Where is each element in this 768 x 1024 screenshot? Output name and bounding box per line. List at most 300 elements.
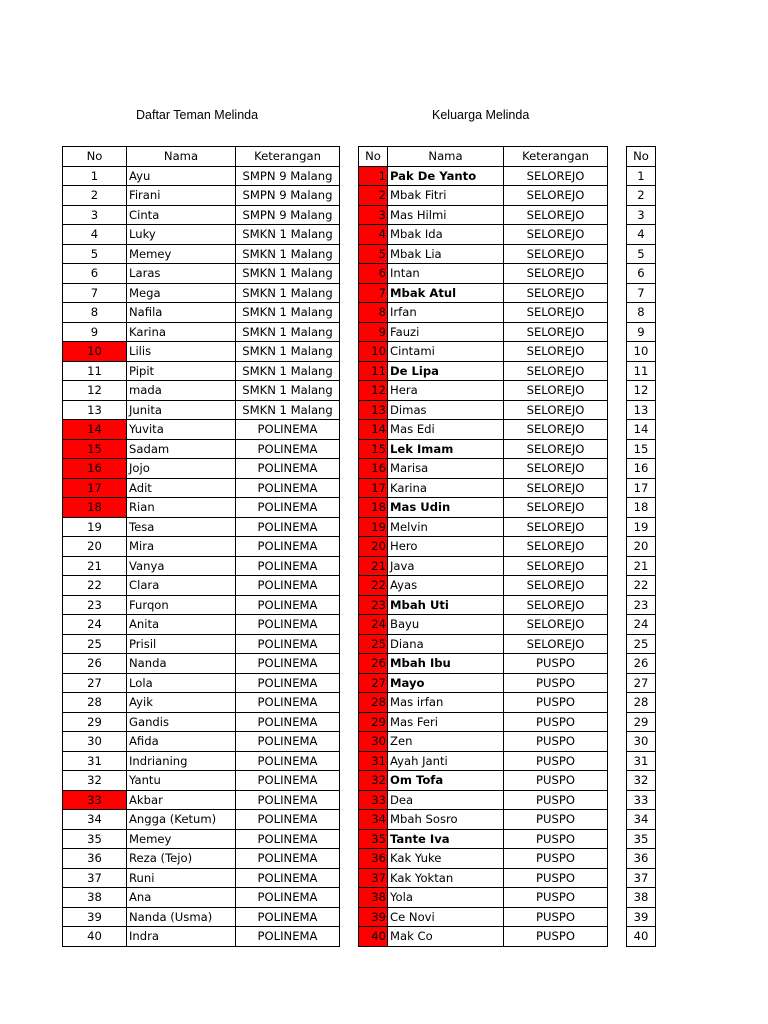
row-description: SELOREJO	[504, 361, 608, 381]
row-description: SMKN 1 Malang	[236, 283, 340, 303]
table-row	[359, 868, 608, 888]
table-row	[627, 790, 656, 810]
table-row	[359, 927, 608, 947]
table-row	[359, 712, 608, 732]
row-number: 13	[359, 400, 388, 420]
row-description: POLINEMA	[236, 673, 340, 693]
row-name: Mbak Lia	[388, 244, 504, 264]
table-row	[63, 654, 340, 674]
row-number: 16	[63, 459, 127, 479]
table-row	[359, 634, 608, 654]
row-number: 2	[627, 186, 656, 206]
row-description: PUSPO	[504, 868, 608, 888]
row-number: 38	[359, 888, 388, 908]
table-row	[359, 810, 608, 830]
table-row	[63, 166, 340, 186]
row-description: SELOREJO	[504, 634, 608, 654]
row-description: POLINEMA	[236, 459, 340, 479]
row-description: SMKN 1 Malang	[236, 225, 340, 245]
table-row	[359, 732, 608, 752]
row-description: SMKN 1 Malang	[236, 264, 340, 284]
row-description: POLINEMA	[236, 498, 340, 518]
row-number: 20	[359, 537, 388, 557]
row-number: 27	[63, 673, 127, 693]
table-row	[63, 927, 340, 947]
table-row	[359, 205, 608, 225]
row-description: SMKN 1 Malang	[236, 244, 340, 264]
row-number: 8	[359, 303, 388, 323]
row-number: 9	[63, 322, 127, 342]
row-name: Laras	[127, 264, 236, 284]
table-row	[627, 751, 656, 771]
table-row	[359, 225, 608, 245]
row-number: 10	[359, 342, 388, 362]
row-number: 8	[627, 303, 656, 323]
row-description: POLINEMA	[236, 712, 340, 732]
row-description: POLINEMA	[236, 751, 340, 771]
row-description: SMKN 1 Malang	[236, 381, 340, 401]
table-row	[63, 517, 340, 537]
row-number: 12	[63, 381, 127, 401]
table-row	[359, 556, 608, 576]
row-name: Mbak Atul	[388, 283, 504, 303]
table-row	[627, 634, 656, 654]
row-description: SELOREJO	[504, 517, 608, 537]
row-number: 26	[627, 654, 656, 674]
row-number: 1	[63, 166, 127, 186]
row-number: 17	[627, 478, 656, 498]
row-number: 22	[627, 576, 656, 596]
friends-table	[62, 146, 340, 947]
row-description: POLINEMA	[236, 615, 340, 635]
row-name: Ayu	[127, 166, 236, 186]
header-no: No	[627, 147, 656, 167]
row-name: Clara	[127, 576, 236, 596]
table-row	[627, 478, 656, 498]
table-row	[627, 712, 656, 732]
row-number: 29	[627, 712, 656, 732]
row-description: POLINEMA	[236, 439, 340, 459]
row-number: 18	[63, 498, 127, 518]
row-name: Prisil	[127, 634, 236, 654]
row-description: POLINEMA	[236, 595, 340, 615]
row-description: SELOREJO	[504, 342, 608, 362]
row-number: 40	[359, 927, 388, 947]
row-description: PUSPO	[504, 888, 608, 908]
table-row	[627, 673, 656, 693]
row-number: 11	[359, 361, 388, 381]
row-name: Tesa	[127, 517, 236, 537]
numbers-header-row	[627, 147, 656, 167]
header-keterangan: Keterangan	[504, 147, 608, 167]
row-description: PUSPO	[504, 829, 608, 849]
row-description: SELOREJO	[504, 205, 608, 225]
row-description: SELOREJO	[504, 283, 608, 303]
row-number: 26	[359, 654, 388, 674]
row-number: 32	[359, 771, 388, 791]
table-row	[627, 576, 656, 596]
table-row	[359, 654, 608, 674]
row-name: Mas Feri	[388, 712, 504, 732]
header-no: No	[63, 147, 127, 167]
row-description: SELOREJO	[504, 264, 608, 284]
row-number: 2	[359, 186, 388, 206]
row-description: PUSPO	[504, 907, 608, 927]
row-description: PUSPO	[504, 673, 608, 693]
row-name: Indra	[127, 927, 236, 947]
table-row	[627, 381, 656, 401]
table-row	[63, 829, 340, 849]
table-row	[63, 556, 340, 576]
row-number: 27	[359, 673, 388, 693]
row-number: 40	[63, 927, 127, 947]
row-name: Kak Yuke	[388, 849, 504, 869]
row-number: 28	[63, 693, 127, 713]
row-number: 6	[359, 264, 388, 284]
table-row	[359, 459, 608, 479]
row-name: Jojo	[127, 459, 236, 479]
row-description: POLINEMA	[236, 868, 340, 888]
row-number: 31	[63, 751, 127, 771]
row-description: SMPN 9 Malang	[236, 186, 340, 206]
row-name: Runi	[127, 868, 236, 888]
header-nama: Nama	[127, 147, 236, 167]
table-row	[63, 459, 340, 479]
table-row	[359, 751, 608, 771]
row-name: Ayah Janti	[388, 751, 504, 771]
row-name: Ce Novi	[388, 907, 504, 927]
row-number: 19	[63, 517, 127, 537]
table-row	[63, 205, 340, 225]
row-description: SELOREJO	[504, 595, 608, 615]
row-number: 30	[627, 732, 656, 752]
table-row	[627, 400, 656, 420]
table-row	[359, 322, 608, 342]
row-name: Cinta	[127, 205, 236, 225]
table-row	[359, 673, 608, 693]
table-row	[359, 166, 608, 186]
table-row	[359, 381, 608, 401]
row-number: 21	[627, 556, 656, 576]
row-name: Nafila	[127, 303, 236, 323]
row-name: Ayik	[127, 693, 236, 713]
row-number: 1	[359, 166, 388, 186]
row-name: Vanya	[127, 556, 236, 576]
row-description: SELOREJO	[504, 420, 608, 440]
table-row	[359, 400, 608, 420]
row-description: PUSPO	[504, 810, 608, 830]
row-description: SMKN 1 Malang	[236, 400, 340, 420]
row-name: Dimas	[388, 400, 504, 420]
row-number: 19	[627, 517, 656, 537]
row-number: 20	[63, 537, 127, 557]
row-name: Cintami	[388, 342, 504, 362]
row-number: 4	[627, 225, 656, 245]
table-row	[627, 907, 656, 927]
row-description: SELOREJO	[504, 537, 608, 557]
table-row	[359, 283, 608, 303]
row-name: Dea	[388, 790, 504, 810]
row-description: SELOREJO	[504, 400, 608, 420]
row-description: SMPN 9 Malang	[236, 166, 340, 186]
row-number: 40	[627, 927, 656, 947]
row-number: 35	[63, 829, 127, 849]
row-name: Mbah Sosro	[388, 810, 504, 830]
table-row	[63, 888, 340, 908]
row-description: POLINEMA	[236, 771, 340, 791]
row-description: POLINEMA	[236, 732, 340, 752]
row-name: Furqon	[127, 595, 236, 615]
table-row	[63, 712, 340, 732]
row-number: 21	[63, 556, 127, 576]
row-description: SELOREJO	[504, 615, 608, 635]
table-row	[359, 420, 608, 440]
table-row	[627, 732, 656, 752]
row-description: POLINEMA	[236, 537, 340, 557]
table-row	[359, 244, 608, 264]
table-row	[63, 751, 340, 771]
table-row	[627, 283, 656, 303]
table-row	[359, 907, 608, 927]
row-description: SMPN 9 Malang	[236, 205, 340, 225]
row-description: POLINEMA	[236, 517, 340, 537]
table-row	[63, 420, 340, 440]
family-table	[358, 146, 608, 947]
row-name: Bayu	[388, 615, 504, 635]
row-number: 9	[627, 322, 656, 342]
table-row	[63, 907, 340, 927]
row-number: 23	[359, 595, 388, 615]
table-row	[627, 166, 656, 186]
table-row	[63, 186, 340, 206]
row-number: 16	[627, 459, 656, 479]
row-number: 38	[63, 888, 127, 908]
row-description: SMKN 1 Malang	[236, 342, 340, 362]
row-name: Karina	[127, 322, 236, 342]
row-name: Pak De Yanto	[388, 166, 504, 186]
table-row	[63, 595, 340, 615]
table-row	[63, 225, 340, 245]
row-number: 24	[627, 615, 656, 635]
row-number: 5	[627, 244, 656, 264]
row-number: 1	[627, 166, 656, 186]
row-number: 24	[359, 615, 388, 635]
table-row	[63, 264, 340, 284]
table-row	[627, 322, 656, 342]
row-number: 3	[63, 205, 127, 225]
row-name: Akbar	[127, 790, 236, 810]
row-name: De Lipa	[388, 361, 504, 381]
row-name: Mak Co	[388, 927, 504, 947]
table-row	[627, 868, 656, 888]
row-name: Mega	[127, 283, 236, 303]
table-row	[63, 342, 340, 362]
row-description: SELOREJO	[504, 322, 608, 342]
row-name: Zen	[388, 732, 504, 752]
row-name: Lilis	[127, 342, 236, 362]
table-row	[627, 498, 656, 518]
table-row	[63, 732, 340, 752]
row-number: 34	[627, 810, 656, 830]
row-name: Nanda	[127, 654, 236, 674]
table-row	[359, 439, 608, 459]
row-number: 14	[359, 420, 388, 440]
row-name: Ayas	[388, 576, 504, 596]
row-description: PUSPO	[504, 790, 608, 810]
table-row	[627, 615, 656, 635]
row-name: Lek Imam	[388, 439, 504, 459]
row-description: SELOREJO	[504, 498, 608, 518]
row-number: 16	[359, 459, 388, 479]
row-number: 2	[63, 186, 127, 206]
row-number: 22	[63, 576, 127, 596]
row-name: Melvin	[388, 517, 504, 537]
row-name: Sadam	[127, 439, 236, 459]
row-number: 23	[627, 595, 656, 615]
row-name: Firani	[127, 186, 236, 206]
row-name: Mas Hilmi	[388, 205, 504, 225]
row-number: 3	[359, 205, 388, 225]
row-number: 28	[359, 693, 388, 713]
row-number: 35	[627, 829, 656, 849]
row-number: 17	[63, 478, 127, 498]
row-description: SELOREJO	[504, 576, 608, 596]
table-row	[627, 303, 656, 323]
row-number: 25	[63, 634, 127, 654]
row-name: Mas Edi	[388, 420, 504, 440]
table-row	[627, 537, 656, 557]
row-name: Mas irfan	[388, 693, 504, 713]
table-row	[63, 673, 340, 693]
row-description: POLINEMA	[236, 693, 340, 713]
row-name: Yola	[388, 888, 504, 908]
row-number: 15	[359, 439, 388, 459]
table-row	[359, 790, 608, 810]
table-row	[627, 556, 656, 576]
row-name: Marisa	[388, 459, 504, 479]
row-description: POLINEMA	[236, 907, 340, 927]
row-number: 15	[627, 439, 656, 459]
table-row	[359, 888, 608, 908]
row-number: 23	[63, 595, 127, 615]
row-name: mada	[127, 381, 236, 401]
row-number: 34	[359, 810, 388, 830]
row-number: 36	[627, 849, 656, 869]
row-name: Intan	[388, 264, 504, 284]
row-number: 10	[63, 342, 127, 362]
row-name: Karina	[388, 478, 504, 498]
row-number: 37	[359, 868, 388, 888]
row-description: SELOREJO	[504, 303, 608, 323]
row-number: 27	[627, 673, 656, 693]
table-row	[627, 342, 656, 362]
row-name: Adit	[127, 478, 236, 498]
table-row	[63, 303, 340, 323]
row-name: Mbah Ibu	[388, 654, 504, 674]
table-row	[627, 186, 656, 206]
row-name: Mas Udin	[388, 498, 504, 518]
row-number: 18	[359, 498, 388, 518]
row-number: 15	[63, 439, 127, 459]
table-row	[359, 829, 608, 849]
table-row	[359, 498, 608, 518]
row-description: SELOREJO	[504, 166, 608, 186]
row-number: 39	[359, 907, 388, 927]
table-row	[627, 693, 656, 713]
table-row	[359, 849, 608, 869]
table-row	[63, 576, 340, 596]
row-number: 33	[627, 790, 656, 810]
row-number: 18	[627, 498, 656, 518]
table-row	[63, 322, 340, 342]
row-number: 32	[63, 771, 127, 791]
row-name: Hero	[388, 537, 504, 557]
table-row	[63, 498, 340, 518]
row-description: SELOREJO	[504, 186, 608, 206]
row-description: PUSPO	[504, 693, 608, 713]
row-number: 5	[359, 244, 388, 264]
row-name: Anita	[127, 615, 236, 635]
table-row	[359, 517, 608, 537]
row-name: Junita	[127, 400, 236, 420]
friends-table-title: Daftar Teman Melinda	[136, 108, 259, 122]
table-row	[359, 186, 608, 206]
row-description: POLINEMA	[236, 829, 340, 849]
row-number: 5	[63, 244, 127, 264]
row-description: POLINEMA	[236, 478, 340, 498]
row-description: SELOREJO	[504, 244, 608, 264]
row-number: 14	[63, 420, 127, 440]
table-row	[627, 888, 656, 908]
table-row	[359, 478, 608, 498]
row-description: POLINEMA	[236, 654, 340, 674]
header-no: No	[359, 147, 388, 167]
row-number: 13	[627, 400, 656, 420]
table-row	[627, 849, 656, 869]
row-number: 33	[359, 790, 388, 810]
table-row	[627, 595, 656, 615]
row-number: 4	[359, 225, 388, 245]
row-description: SELOREJO	[504, 225, 608, 245]
row-description: POLINEMA	[236, 576, 340, 596]
table-row	[63, 810, 340, 830]
table-row	[63, 244, 340, 264]
row-number: 36	[63, 849, 127, 869]
row-number: 20	[627, 537, 656, 557]
table-row	[63, 381, 340, 401]
row-number: 24	[63, 615, 127, 635]
table-row	[627, 225, 656, 245]
table-row	[359, 303, 608, 323]
row-description: POLINEMA	[236, 556, 340, 576]
row-number: 8	[63, 303, 127, 323]
table-row	[359, 537, 608, 557]
row-description: PUSPO	[504, 771, 608, 791]
row-number: 19	[359, 517, 388, 537]
row-number: 6	[627, 264, 656, 284]
row-description: SELOREJO	[504, 478, 608, 498]
table-row	[627, 361, 656, 381]
table-row	[627, 654, 656, 674]
row-number: 29	[359, 712, 388, 732]
family-header-row	[359, 147, 608, 167]
row-number: 36	[359, 849, 388, 869]
table-row	[63, 537, 340, 557]
table-row	[63, 283, 340, 303]
row-name: Pipit	[127, 361, 236, 381]
table-row	[627, 771, 656, 791]
row-description: SMKN 1 Malang	[236, 361, 340, 381]
